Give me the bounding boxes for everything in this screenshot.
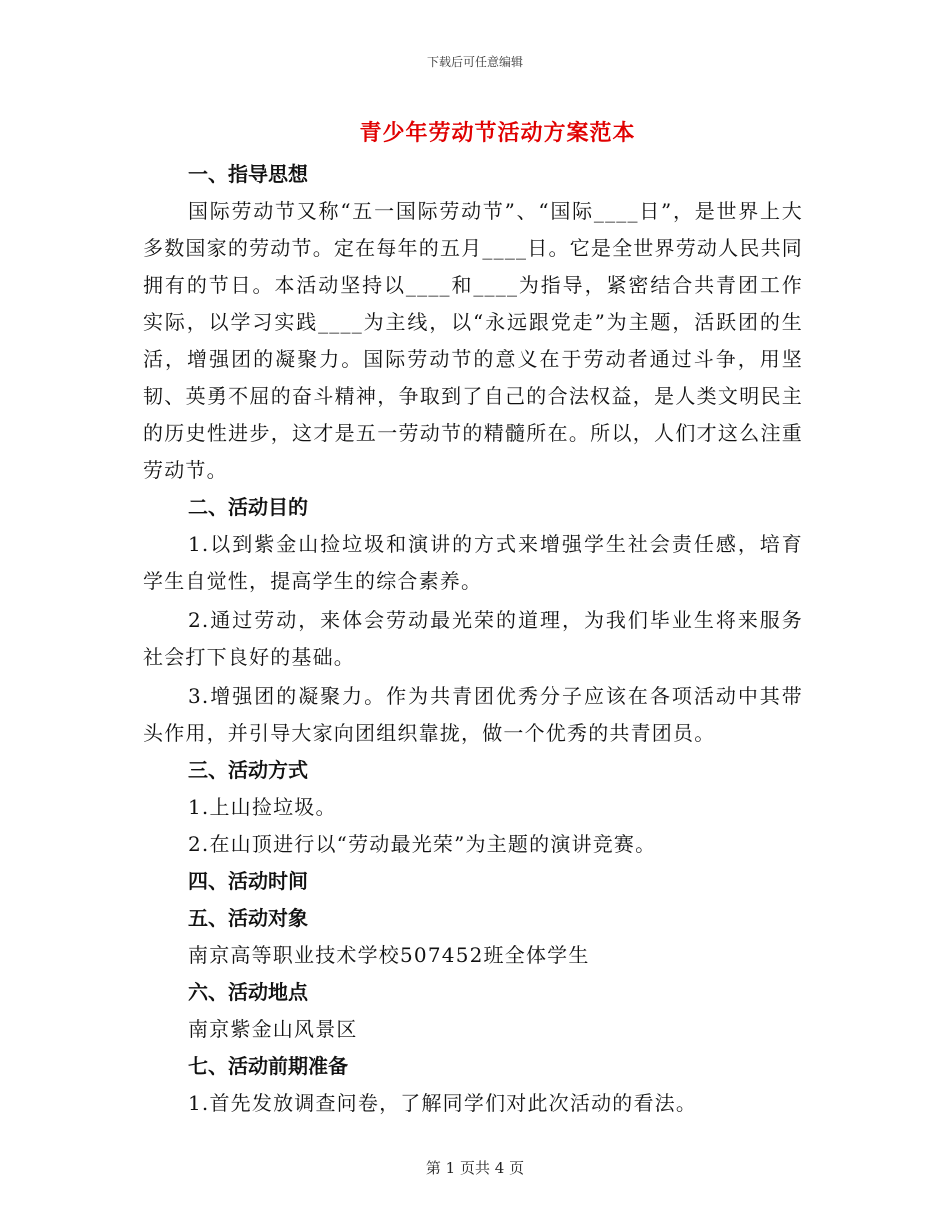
- preparation-item-1: 1.首先发放调查问卷，了解同学们对此次活动的看法。: [188, 1091, 698, 1115]
- section-heading-location: 六、活动地点: [188, 980, 308, 1004]
- method-item-1: 1.上山捡垃圾。: [188, 795, 337, 819]
- purpose-item-3: 3.增强团的凝聚力。作为共青团优秀分子应该在各项活动中其带头作用，并引导大家向团组织靠拢，做一个优秀的共青团员。: [143, 684, 803, 745]
- audience-text: 南京高等职业技术学校507452班全体学生: [188, 943, 590, 967]
- page-footer: 第 1 页共 4 页: [425, 1159, 525, 1177]
- section-heading-method: 三、活动方式: [188, 758, 308, 782]
- document-title: 青少年劳动节活动方案范本: [359, 120, 636, 146]
- section-heading-guiding-idea: 一、指导思想: [188, 162, 308, 186]
- section-heading-preparation: 七、活动前期准备: [188, 1054, 348, 1078]
- section-heading-purpose: 二、活动目的: [188, 495, 308, 519]
- document-body: [143, 156, 803, 1122]
- method-item-2: 2.在山顶进行以“劳动最光荣”为主题的演讲竞赛。: [188, 832, 657, 856]
- header-note: 下载后可任意编辑: [426, 55, 523, 69]
- location-text: 南京紫金山风景区: [188, 1017, 358, 1041]
- section-heading-audience: 五、活动对象: [188, 906, 308, 930]
- section-heading-time: 四、活动时间: [188, 869, 308, 893]
- guiding-idea-paragraph: 国际劳动节又称“五一国际劳动节”、“国际____日”，是世界上大多数国家的劳动节。定在每年的五月____日。它是全世界劳动人民共同拥有的节日。本活动坚持以____和____为指导，紧密结合共青团工作实际，以学习实践____为主线，以“永远跟党走”为主题，活跃团的生活，增强团的凝聚力。国际劳动节的意义在于劳动者通过斗争，用坚韧、英勇不屈的奋斗精神，争取到了自己的合法权益，是人类文明民主的历史性进步，这才是五一劳动节的精髓所在。所以，人们才这么注重劳动节。: [143, 199, 803, 482]
- purpose-item-1: 1.以到紫金山捡垃圾和演讲的方式来增强学生社会责任感，培育学生自觉性，提高学生的综合素养。: [143, 532, 803, 593]
- purpose-item-2: 2.通过劳动，来体会劳动最光荣的道理，为我们毕业生将来服务社会打下良好的基础。: [143, 608, 803, 669]
